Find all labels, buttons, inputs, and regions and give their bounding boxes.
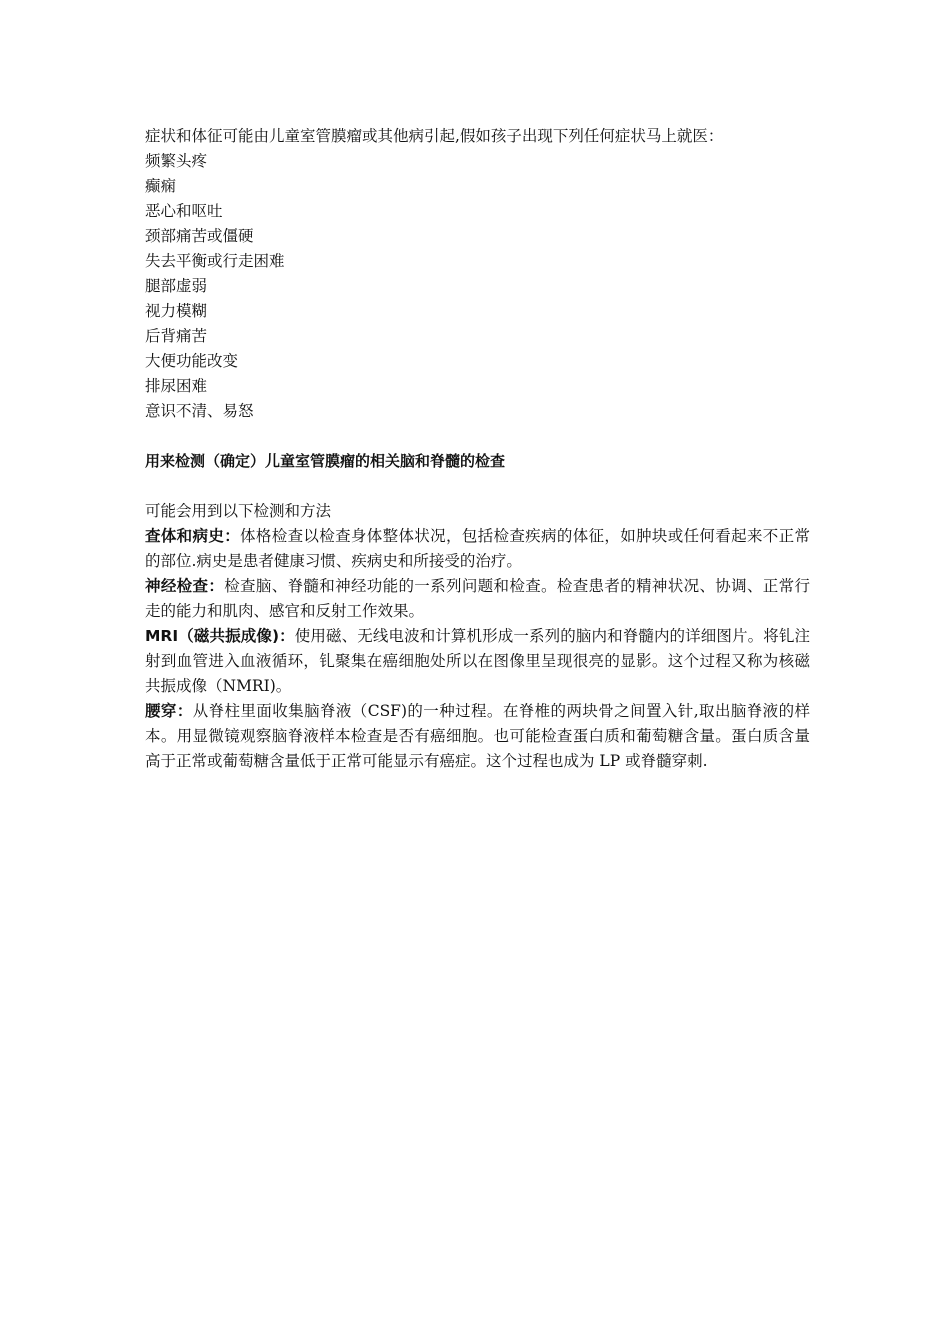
symptom-item: 颈部痛苦或僵硬 xyxy=(145,227,254,245)
test-term: 神经检查： xyxy=(145,577,225,595)
test-physical-exam xyxy=(145,524,810,574)
test-description: 从脊柱里面收集脑脊液（CSF)的一种过程。在脊椎的两块骨之间置入针,取出脑脊液的样本。用显微镜观察脑脊液样本检查是否有癌细胞。也可能检查蛋白质和葡萄糖含量。蛋白质含量高于正常或葡萄糖含量低于正常可能显示有癌症。这个过程也成为 LP 或脊髓穿刺. xyxy=(145,702,810,770)
symptom-list xyxy=(145,149,810,424)
symptom-item: 排尿困难 xyxy=(145,377,208,395)
test-term: 腰穿： xyxy=(145,702,193,720)
symptom-item: 癫痫 xyxy=(145,177,177,195)
symptom-item: 腿部虚弱 xyxy=(145,277,208,295)
test-lumbar-puncture xyxy=(145,699,810,774)
symptom-item: 后背痛苦 xyxy=(145,327,208,345)
document-page xyxy=(145,124,810,774)
test-neurological-exam xyxy=(145,574,810,624)
section-heading: 用来检测（确定）儿童室管膜瘤的相关脑和脊髓的检查 xyxy=(145,452,506,470)
symptom-item: 意识不清、易怒 xyxy=(145,402,254,420)
symptom-item: 失去平衡或行走困难 xyxy=(145,252,285,270)
test-term: 查体和病史： xyxy=(145,527,241,545)
section-intro: 可能会用到以下检测和方法 xyxy=(145,502,332,520)
test-mri xyxy=(145,624,810,699)
test-term: MRI（磁共振成像)： xyxy=(145,627,295,645)
symptom-item: 恶心和呕吐 xyxy=(145,202,223,220)
test-description: 使用磁、无线电波和计算机形成一系列的脑内和脊髓内的详细图片。将钆注射到血管进入血液循环，钆聚集在癌细胞处所以在图像里呈现很亮的显影。这个过程又称为核磁共振成像（NMRI)。 xyxy=(145,627,810,695)
test-description: 体格检查以检查身体整体状况，包括检查疾病的体征，如肿块或任何看起来不正常的部位.病史是患者健康习惯、疾病史和所接受的治疗。 xyxy=(145,527,810,570)
intro-text: 症状和体征可能由儿童室管膜瘤或其他病引起,假如孩子出现下列任何症状马上就医： xyxy=(145,127,724,145)
test-description: 检查脑、脊髓和神经功能的一系列问题和检查。检查患者的精神状况、协调、正常行走的能力和肌肉、感官和反射工作效果。 xyxy=(145,577,810,620)
symptom-item: 视力模糊 xyxy=(145,302,208,320)
symptom-item: 大便功能改变 xyxy=(145,352,239,370)
symptom-item: 频繁头疼 xyxy=(145,152,208,170)
